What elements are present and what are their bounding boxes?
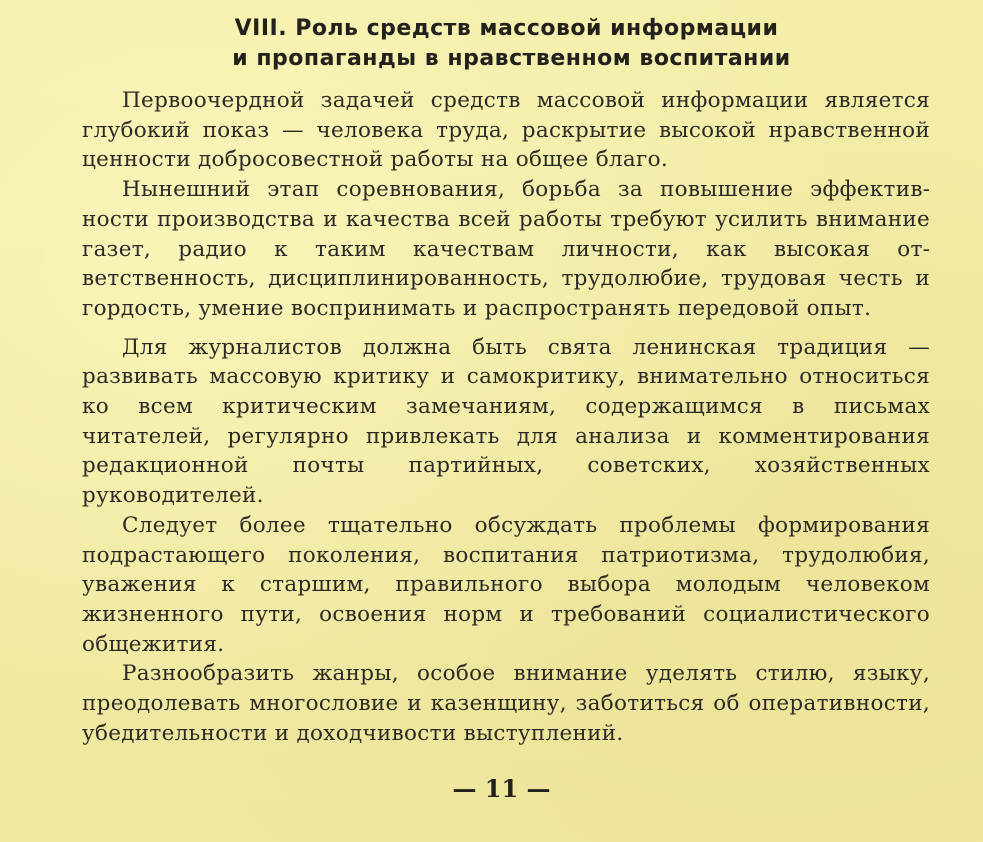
page-number: — 11 — xyxy=(452,774,551,803)
heading-line-2: и пропаганды в нравственном воспитании xyxy=(232,46,791,71)
paragraph-2: Нынешний этап соревнования, борьба за повышение эффективности производства и качества всей работы требуют усилить внимание газет, радио к таким качествам личности, как высокая ответственность, дисциплинированность, трудолюбие, трудовая честь и гордость, умение воспринимать и распространять передовой опыт. xyxy=(82,177,930,321)
heading-line-1: VIII. Роль средств массовой информации xyxy=(234,16,779,41)
paragraph-5: Разнообразить жанры, особое внимание уделять стилю, языку, преодолевать многословие и казенщину, заботиться об оперативности, убедительности и доходчивости выступлений. xyxy=(82,661,930,746)
paragraph-3: Для журналистов должна быть свята ленинская традиция — развивать массовую критику и самокритику, внимательно относиться ко всем критическим замечаниям, содержащимся в письмах читателей, регулярно привлекать для анализа и комментирования редакционной почты партийных, советских, хозяйственных руководителей. xyxy=(82,334,930,509)
body-text xyxy=(82,86,930,748)
section-heading xyxy=(0,14,983,74)
paragraph-4: Следует более тщательно обсуждать проблемы формирования подрастающего поколения, воспитания патриотизма, трудолюбия, уважения к старшим, правильного выбора молодым человеком жизненного пути, освоения норм и требований социалистического общежития. xyxy=(82,512,930,657)
paragraph-1: Первоочердной задачей средств массовой информации является глубокий показ — человека труда, раскрытие высокой нравственной ценности добросовестной работы на общее благо. xyxy=(82,88,930,173)
